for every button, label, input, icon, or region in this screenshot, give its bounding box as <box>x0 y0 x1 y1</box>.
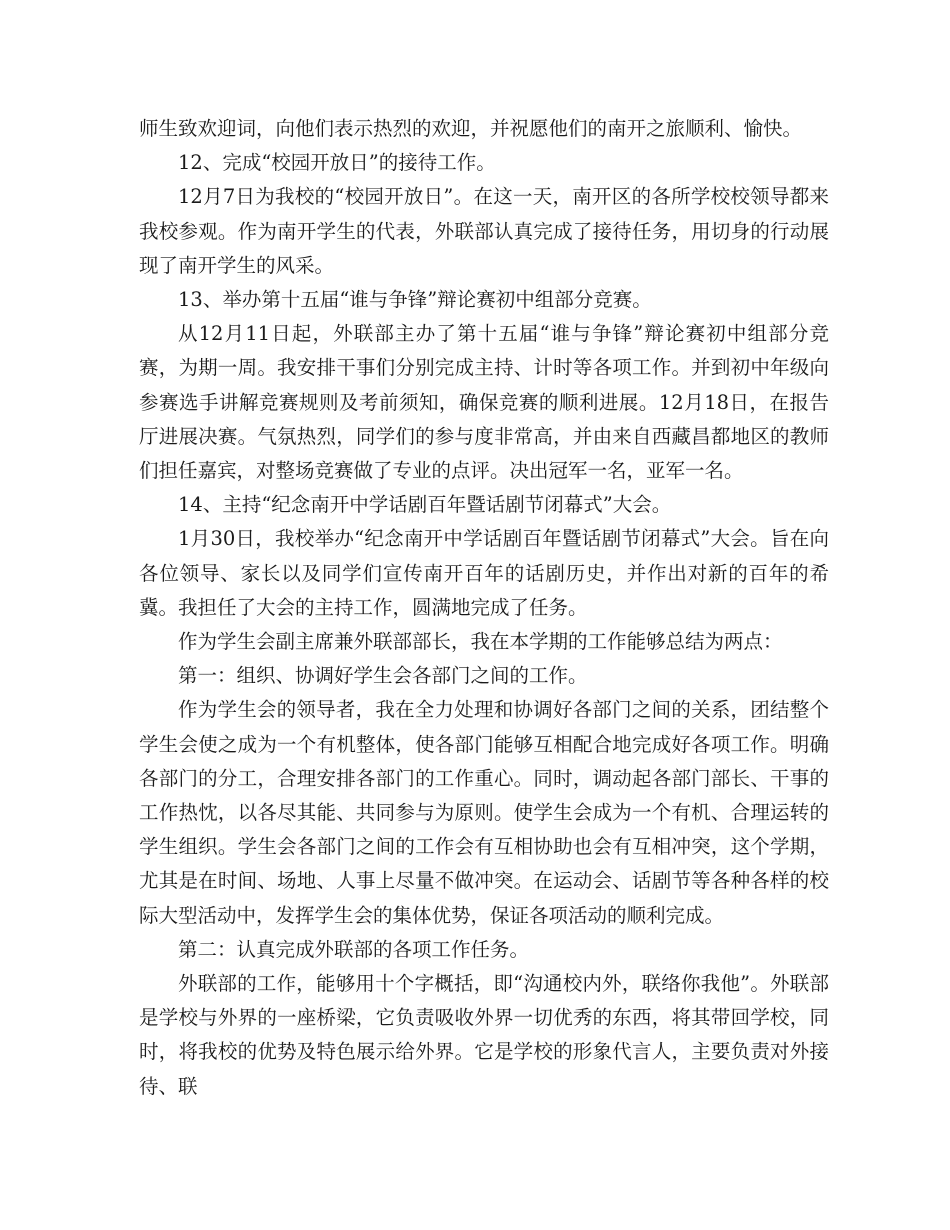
heading-point-one: 第一：组织、协调好学生会各部门之间的工作。 <box>178 664 588 688</box>
heading-item-14: 14、主持“纪念南开中学话剧百年暨话剧节闭幕式”大会。 <box>178 493 672 517</box>
paragraph-drama-ceremony: 1月30日，我校举办“纪念南开中学话剧百年暨话剧节闭幕式”大会。旨在向各位领导、家长以及同学们宣传南开百年的话剧历史，并作出对新的百年的希冀。我担任了大会的主持工作，圆满地完成了任务。 <box>139 527 829 619</box>
heading-point-two: 第二：认真完成外联部的各项工作任务。 <box>178 937 530 961</box>
paragraph-debate-contest: 从12月11日起，外联部主办了第十五届“谁与争锋”辩论赛初中组部分竞赛，为期一周。我安排干事们分别完成主持、计时等各项工作。并到初中年级向参赛选手讲解竞赛规则及考前须知，确保竞赛的顺利进展。12月18日，在报告厅进展决赛。气氛热烈，同学们的参与度非常高，并由来自西藏昌都地区的教师们担任嘉宾，对整场竞赛做了专业的点评。决出冠军一名，亚军一名。 <box>139 322 829 483</box>
paragraph-summary-intro: 作为学生会副主席兼外联部部长，我在本学期的工作能够总结为两点： <box>178 630 783 654</box>
paragraph-open-day: 12月7日为我校的“校园开放日”。在这一天，南开区的各所学校校领导都来我校参观。作为南开学生的代表，外联部认真完成了接待任务，用切身的行动展现了南开学生的风采。 <box>139 185 829 277</box>
document-page <box>139 112 829 1104</box>
paragraph-welcome-continuation: 师生致欢迎词，向他们表示热烈的欢迎，并祝愿他们的南开之旅顺利、愉快。 <box>139 117 803 140</box>
paragraph-external-relations: 外联部的工作，能够用十个字概括，即“沟通校内外，联络你我他”。外联部是学校与外界的一座桥梁，它负责吸收外界一切优秀的东西，将其带回学校，同时，将我校的优势及特色展示给外界。它是学校的形象代言人，主要负责对外接待、联 <box>139 972 829 1098</box>
paragraph-coordination: 作为学生会的领导者，我在全力处理和协调好各部门之间的关系，团结整个学生会使之成为一个有机整体，使各部门能够互相配合地完成好各项工作。明确各部门的分工，合理安排各部门的工作重心。同时，调动起各部门部长、干事的工作热忱，以各尽其能、共同参与为原则。使学生会成为一个有机、合理运转的学生组织。学生会各部门之间的工作会有互相协助也会有互相冲突，这个学期，尤其是在时间、场地、人事上尽量不做冲突。在运动会、话剧节等各种各样的校际大型活动中，发挥学生会的集体优势，保证各项活动的顺利完成。 <box>139 698 829 927</box>
heading-item-12: 12、完成“校园开放日”的接待工作。 <box>178 151 496 175</box>
heading-item-13: 13、举办第十五届“谁与争锋”辩论赛初中组部分竞赛。 <box>178 288 652 312</box>
